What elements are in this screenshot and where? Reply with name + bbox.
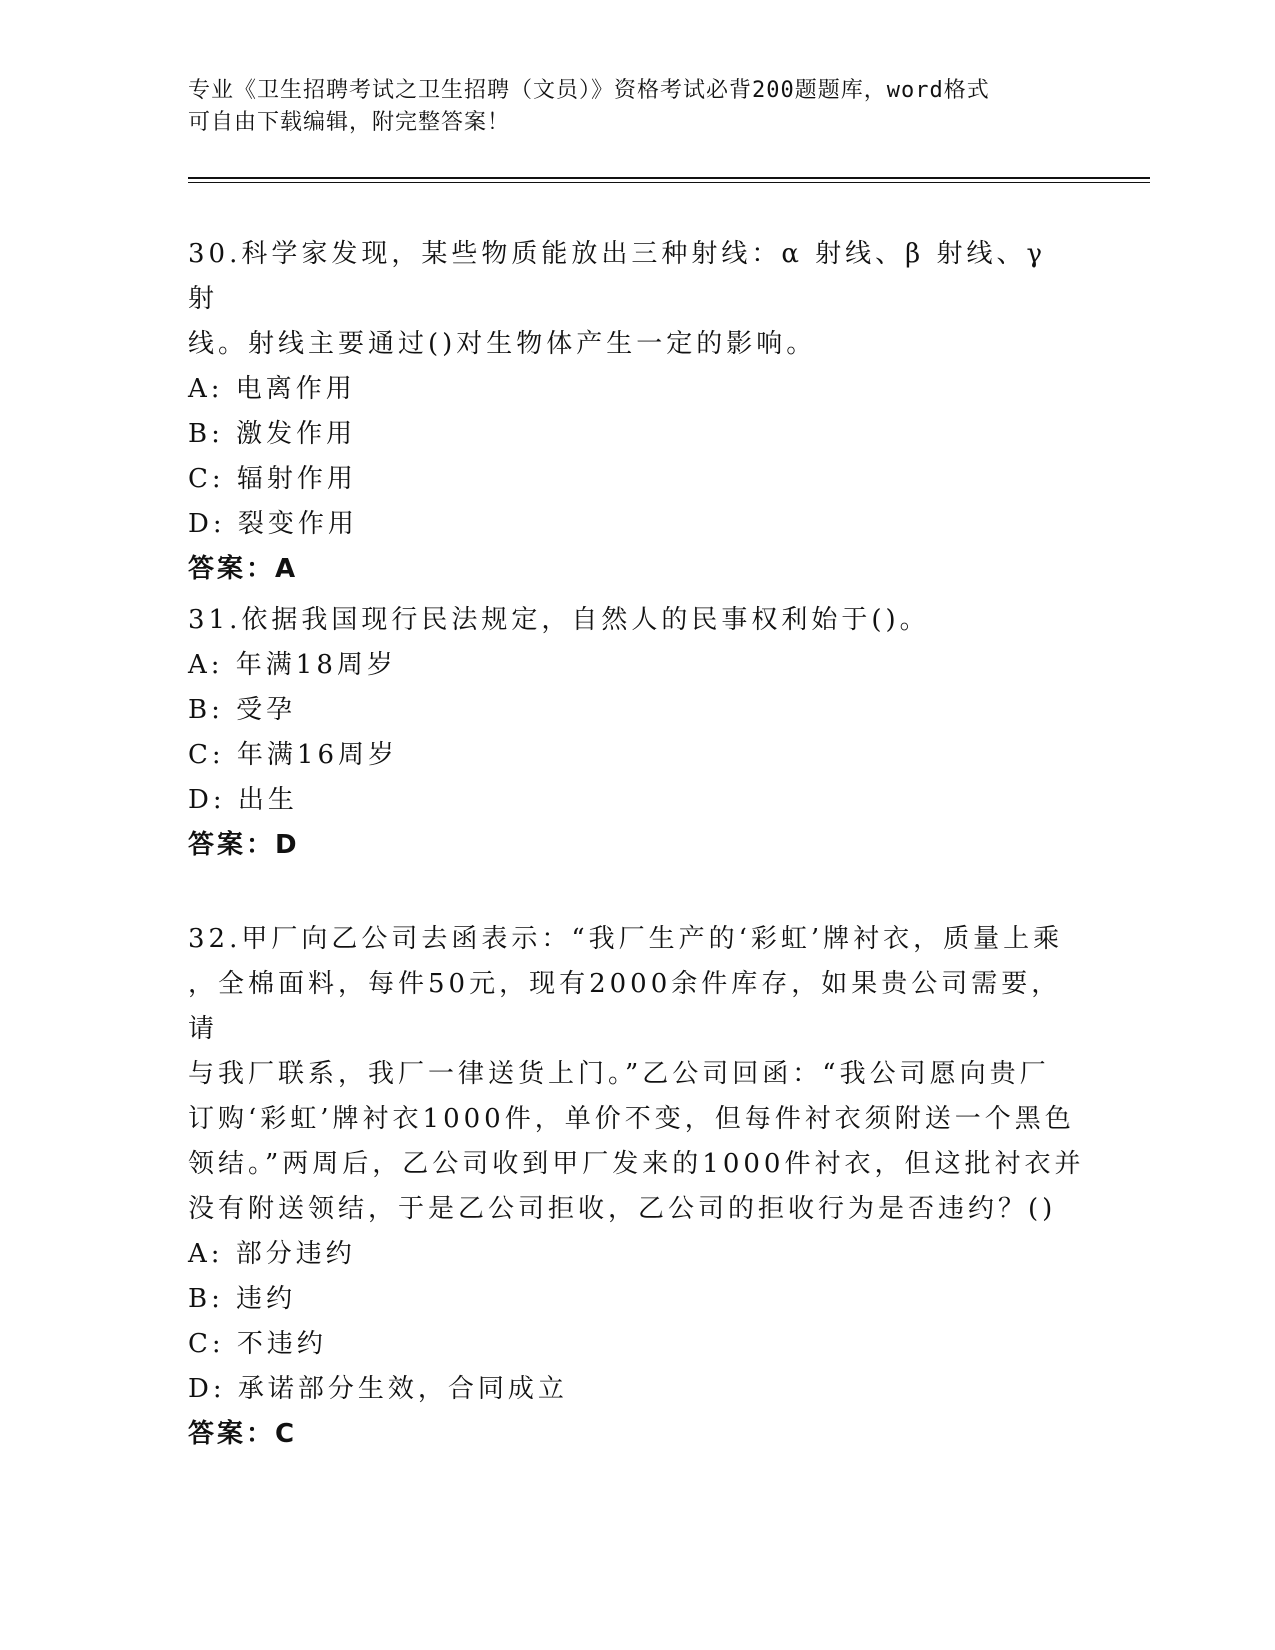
option-c: C: 辐射作用 [188, 464, 357, 494]
question-30 [188, 232, 1088, 592]
question-stem-line: 32.甲厂向乙公司去函表示：“我厂生产的‘彩虹’牌衬衣，质量上乘 [188, 924, 1064, 954]
header-line-2: 可自由下载编辑，附完整答案！ [188, 110, 511, 135]
header-line-1: 专业《卫生招聘考试之卫生招聘（文员）》资格考试必背200题题库，word格式 [188, 78, 990, 103]
document-header [188, 75, 1068, 139]
answer-line: 答案：A [188, 554, 299, 584]
header-rule-thin [188, 182, 1150, 183]
option-b: B: 违约 [188, 1284, 297, 1314]
answer-line: 答案：D [188, 830, 300, 860]
option-a: A: 电离作用 [188, 374, 356, 404]
question-32 [188, 917, 1088, 1457]
option-b: B: 受孕 [188, 695, 297, 725]
question-stem-line: 线。射线主要通过()对生物体产生一定的影响。 [188, 329, 817, 359]
option-d: D: 裂变作用 [188, 509, 358, 539]
option-d: D: 出生 [188, 785, 298, 815]
option-d: D: 承诺部分生效，合同成立 [188, 1374, 568, 1404]
option-b: B: 激发作用 [188, 419, 357, 449]
option-c: C: 不违约 [188, 1329, 327, 1359]
header-rule-thick [188, 177, 1150, 179]
question-stem-line: 与我厂联系，我厂一律送货上门。”乙公司回函：“我公司愿向贵厂 [188, 1059, 1050, 1089]
question-stem-line: 没有附送领结，于是乙公司拒收，乙公司的拒收行为是否违约？() [188, 1194, 1057, 1224]
question-stem-line: 30.科学家发现，某些物质能放出三种射线：α 射线、β 射线、γ 射 [188, 239, 1047, 314]
question-stem-line: 31.依据我国现行民法规定，自然人的民事权利始于()。 [188, 605, 930, 635]
answer-line: 答案：C [188, 1419, 298, 1449]
question-stem-line: 订购‘彩虹’牌衬衣1000件，单价不变，但每件衬衣须附送一个黑色 [188, 1104, 1075, 1134]
question-stem-line: ，全棉面料，每件50元，现有2000余件库存，如果贵公司需要，请 [188, 969, 1062, 1044]
question-31 [188, 598, 1088, 868]
option-c: C: 年满16周岁 [188, 740, 399, 770]
question-stem-line: 领结。”两周后，乙公司收到甲厂发来的1000件衬衣，但这批衬衣并 [188, 1149, 1085, 1179]
option-a: A: 年满18周岁 [188, 650, 397, 680]
option-a: A: 部分违约 [188, 1239, 356, 1269]
